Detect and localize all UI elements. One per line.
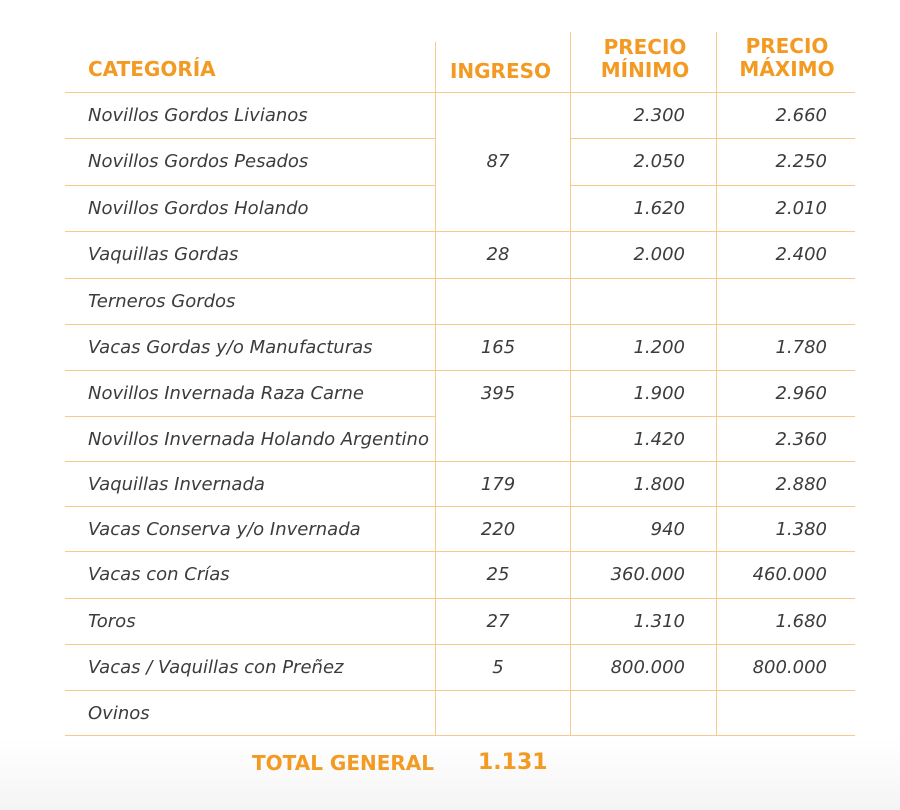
row-precio-maximo [718,279,827,325]
row-category: Vacas con Crías [88,564,230,585]
row-ingreso: 27 [486,611,510,632]
row-precio-minimo: 2.000 [633,244,685,265]
row-precio-minimo: 360.000 [610,564,685,585]
row-precio-minimo: 800.000 [610,657,685,678]
row-category: Novillos Invernada Raza Carne [88,383,364,404]
row-ingreso: 179 [480,474,516,495]
row-precio-minimo [572,279,685,325]
row-precio-maximo: 1.380 [775,519,827,540]
header-precio-maximo [718,35,856,81]
row-precio-maximo: 1.680 [775,611,827,632]
header-category: CATEGORÍA [88,57,216,81]
row-category: Novillos Gordos Pesados [88,151,309,172]
row-precio-minimo: 1.310 [633,611,685,632]
row-precio-maximo [718,691,827,737]
row-precio-maximo: 2.960 [775,383,827,404]
row-precio-minimo: 1.620 [633,198,685,219]
footer-band [0,740,900,810]
row-ingreso: 28 [486,244,510,265]
row-precio-minimo: 1.420 [633,429,685,450]
row-precio-maximo: 2.010 [775,198,827,219]
row-precio-minimo: 1.200 [633,337,685,358]
row-category: Vacas Gordas y/o Manufacturas [88,337,373,358]
row-ingreso [438,93,558,139]
row-ingreso: 395 [480,383,516,404]
column-divider [435,42,436,735]
row-ingreso: 220 [480,519,516,540]
row-category: Novillos Gordos Holando [88,198,309,219]
row-precio-maximo: 2.880 [775,474,827,495]
header-ingreso: INGRESO [449,59,552,83]
header-precio-maximo-line1: PRECIO [745,34,829,58]
header-precio-maximo-line2: MÁXIMO [739,57,835,81]
row-precio-minimo: 1.800 [633,474,685,495]
row-ingreso [438,417,558,463]
row-precio-minimo: 1.900 [633,383,685,404]
header-precio-minimo-line1: PRECIO [603,35,687,59]
row-category: Ovinos [88,703,150,724]
row-category: Novillos Gordos Livianos [88,105,308,126]
row-precio-minimo: 2.300 [633,105,685,126]
row-category: Vaquillas Gordas [88,244,239,265]
row-precio-maximo: 1.780 [775,337,827,358]
row-precio-minimo: 940 [650,519,685,540]
row-category: Vacas Conserva y/o Invernada [88,519,361,540]
row-precio-minimo: 2.050 [633,151,685,172]
row-ingreso [438,186,558,232]
header-precio-minimo [572,36,718,82]
row-ingreso: 25 [486,564,510,585]
row-precio-maximo: 460.000 [752,564,827,585]
header-precio-minimo-line2: MÍNIMO [600,58,690,82]
row-precio-maximo: 2.400 [775,244,827,265]
row-ingreso: 87 [486,151,510,172]
row-precio-maximo: 2.360 [775,429,827,450]
row-ingreso: 165 [480,337,516,358]
row-precio-minimo [572,691,685,737]
row-category: Vaquillas Invernada [88,474,265,495]
row-category: Toros [88,611,136,632]
row-category: Terneros Gordos [88,291,236,312]
total-general-label: TOTAL GENERAL [252,751,435,775]
row-ingreso: 5 [492,657,504,678]
row-category: Vacas / Vaquillas con Preñez [88,657,344,678]
row-precio-maximo: 2.660 [775,105,827,126]
row-ingreso [438,691,558,737]
total-general-value: 1.131 [478,750,548,775]
row-precio-maximo: 2.250 [775,151,827,172]
row-precio-maximo: 800.000 [752,657,827,678]
row-ingreso [438,279,558,325]
row-category: Novillos Invernada Holando Argentino [88,429,429,450]
